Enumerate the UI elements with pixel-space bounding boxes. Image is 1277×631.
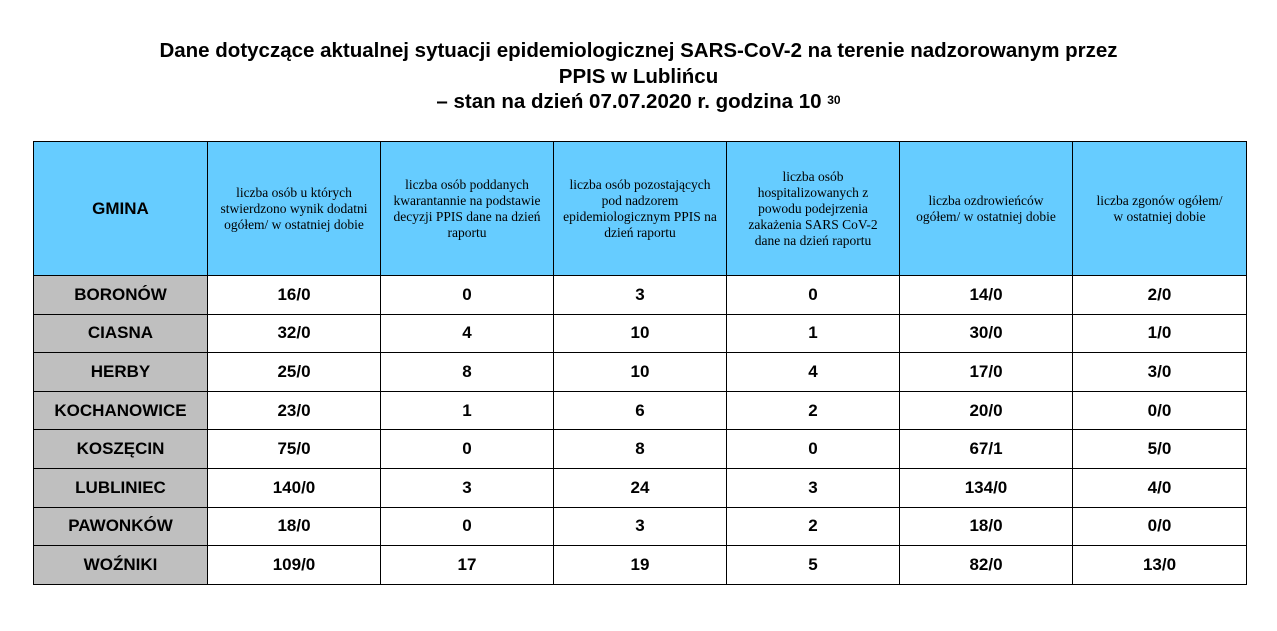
table-row — [34, 430, 1247, 469]
supervision-cell: 3 — [554, 276, 727, 315]
positive-cell: 23/0 — [208, 391, 381, 430]
header-recovered — [900, 142, 1073, 276]
header-recovered-text: liczba ozdrowieńców ogółem/ w ostatniej dobie — [916, 192, 1056, 224]
header-supervision-text: liczba osób pozostających pod nadzorem epidemiologicznym PPIS na dzień raportu — [563, 176, 717, 240]
gmina-cell: KOCHANOWICE — [34, 391, 208, 430]
gmina-cell: CIASNA — [34, 314, 208, 353]
deaths-cell: 5/0 — [1073, 430, 1247, 469]
hospitalized-cell: 0 — [727, 276, 900, 315]
header-quarantine-text: liczba osób poddanych kwarantannie na podstawie decyzji PPIS dane na dzień raportu — [393, 176, 541, 240]
quarantine-cell: 8 — [381, 353, 554, 392]
quarantine-cell: 0 — [381, 507, 554, 546]
header-quarantine — [381, 142, 554, 276]
supervision-cell: 6 — [554, 391, 727, 430]
quarantine-cell: 4 — [381, 314, 554, 353]
title-line-1: Dane dotyczące aktualnej sytuacji epidemiologicznej SARS-CoV-2 na terenie nadzorowanym przez — [159, 39, 1118, 62]
positive-cell: 18/0 — [208, 507, 381, 546]
deaths-cell: 1/0 — [1073, 314, 1247, 353]
supervision-cell: 10 — [554, 314, 727, 353]
hospitalized-cell: 2 — [727, 507, 900, 546]
table-row — [34, 314, 1247, 353]
hospitalized-cell: 4 — [727, 353, 900, 392]
gmina-cell: PAWONKÓW — [34, 507, 208, 546]
header-deaths — [1073, 142, 1247, 276]
recovered-cell: 20/0 — [900, 391, 1073, 430]
document-title — [0, 38, 1277, 118]
header-positive-text: liczba osób u których stwierdzono wynik dodatni ogółem/ w ostatniej dobie — [220, 184, 368, 232]
gmina-cell: WOŹNIKI — [34, 546, 208, 585]
deaths-cell: 0/0 — [1073, 507, 1247, 546]
deaths-cell: 2/0 — [1073, 276, 1247, 315]
deaths-cell: 13/0 — [1073, 546, 1247, 585]
quarantine-cell: 0 — [381, 430, 554, 469]
gmina-cell: HERBY — [34, 353, 208, 392]
quarantine-cell: 17 — [381, 546, 554, 585]
supervision-cell: 19 — [554, 546, 727, 585]
table-row — [34, 276, 1247, 315]
recovered-cell: 18/0 — [900, 507, 1073, 546]
quarantine-cell: 3 — [381, 468, 554, 507]
header-row — [34, 142, 1247, 276]
positive-cell: 140/0 — [208, 468, 381, 507]
positive-cell: 16/0 — [208, 276, 381, 315]
positive-cell: 75/0 — [208, 430, 381, 469]
table-row — [34, 507, 1247, 546]
hospitalized-cell: 5 — [727, 546, 900, 585]
deaths-cell: 3/0 — [1073, 353, 1247, 392]
gmina-cell: LUBLINIEC — [34, 468, 208, 507]
header-hospitalized — [727, 142, 900, 276]
header-gmina: GMINA — [34, 142, 208, 276]
hospitalized-cell: 2 — [727, 391, 900, 430]
positive-cell: 109/0 — [208, 546, 381, 585]
supervision-cell: 24 — [554, 468, 727, 507]
recovered-cell: 82/0 — [900, 546, 1073, 585]
deaths-cell: 4/0 — [1073, 468, 1247, 507]
hospitalized-cell: 1 — [727, 314, 900, 353]
table-row — [34, 391, 1247, 430]
header-deaths-text: liczba zgonów ogółem/ w ostatniej dobie — [1096, 192, 1223, 224]
gmina-cell: BORONÓW — [34, 276, 208, 315]
quarantine-cell: 1 — [381, 391, 554, 430]
hospitalized-cell: 3 — [727, 468, 900, 507]
positive-cell: 32/0 — [208, 314, 381, 353]
table-row — [34, 546, 1247, 585]
hospitalized-cell: 0 — [727, 430, 900, 469]
header-hospitalized-text: liczba osób hospitalizowanych z powodu podejrzenia zakażenia SARS CoV-2 dane na dzień raportu — [748, 168, 878, 248]
recovered-cell: 14/0 — [900, 276, 1073, 315]
table-row — [34, 468, 1247, 507]
header-positive — [208, 142, 381, 276]
recovered-cell: 30/0 — [900, 314, 1073, 353]
gmina-cell: KOSZĘCIN — [34, 430, 208, 469]
title-line-3-text: – stan na dzień 07.07.2020 r. godzina 10 — [436, 90, 822, 113]
positive-cell: 25/0 — [208, 353, 381, 392]
title-time-superscript: 30 — [827, 93, 841, 107]
deaths-cell: 0/0 — [1073, 391, 1247, 430]
quarantine-cell: 0 — [381, 276, 554, 315]
supervision-cell: 8 — [554, 430, 727, 469]
recovered-cell: 67/1 — [900, 430, 1073, 469]
table-row — [34, 353, 1247, 392]
header-supervision — [554, 142, 727, 276]
recovered-cell: 17/0 — [900, 353, 1073, 392]
supervision-cell: 3 — [554, 507, 727, 546]
title-line-2: PPIS w Lublińcu — [558, 64, 719, 88]
recovered-cell: 134/0 — [900, 468, 1073, 507]
title-line-3 — [0, 89, 1277, 118]
epidemiology-table — [33, 141, 1247, 585]
supervision-cell: 10 — [554, 353, 727, 392]
